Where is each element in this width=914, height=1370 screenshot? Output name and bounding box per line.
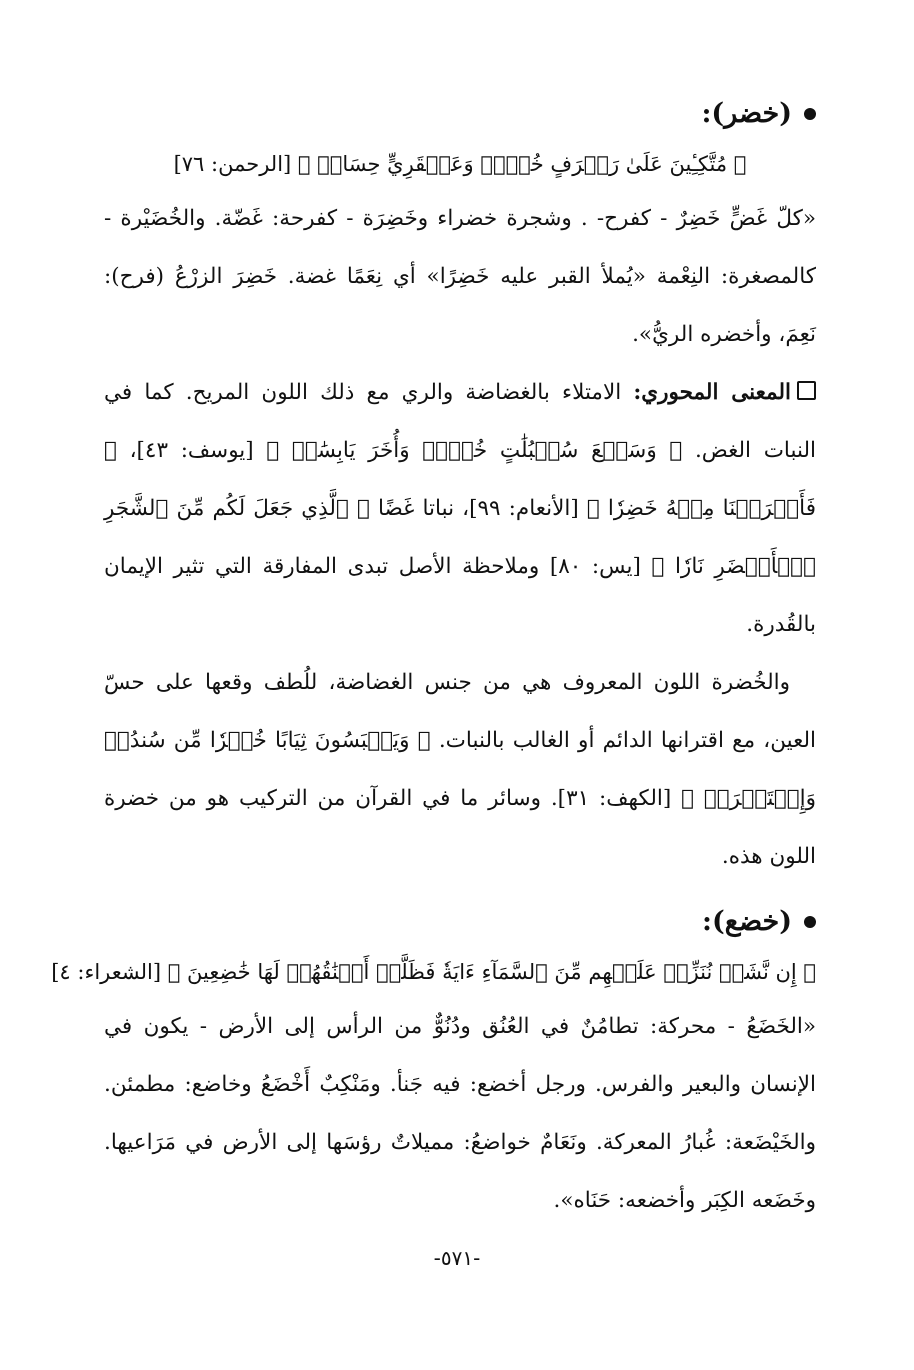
page-body [51,92,816,1230]
square-box-icon [797,381,816,400]
bullet-icon [804,108,816,120]
entry-heading-text: (خضر): [701,98,792,129]
page-number: -٥٧١- [433,1246,481,1270]
entry-khada [51,900,816,1230]
core-meaning-text: الامتلاء بالغضاضة والري مع ذلك اللون المريح. كما في النبات الغض. ﴿ وَسَبۡعَ سُنۢبُلَٰتٍ خُضۡرٖ وَأُخَرَ يَابِسَٰتٖ ﴾ [يوسف: ٤٣]، ﴿ فَأَخۡرَجۡنَا مِنۡهُ خَضِرٗا ﴾ [الأنعام: ٩٩]، نباتا غَضًا ﴿ ٱلَّذِي جَعَلَ لَكُم مِّنَ ٱلشَّجَرِ ٱلۡأَخۡضَرِ نَارٗا ﴾ [يس: ٨٠] وملاحظة الأصل تبدى المفارقة التي تثير الإيمان بالقُدرة. [104,380,816,637]
entry-khadir [104,92,816,886]
quran-verse: ﴿ مُتَّكِـِٔينَ عَلَىٰ رَفۡرَفٍ خُضۡرٖ وَعَبۡقَرِيٍّ حِسَانٖ ﴾ [الرحمن: ٧٦] [173,152,747,176]
bullet-icon [804,916,816,928]
entry-heading [104,900,816,944]
color-meaning-paragraph: والخُضرة اللون المعروف هي من جنس الغضاضة، للُطف وقعها على حسّ العين، مع اقترانها الدائم أو الغالب بالنبات. ﴿ وَيَلۡبَسُونَ ثِيَابًا خُضۡرٗا مِّن سُندُسٖ وَإِسۡتَبۡرَقٖ ﴾ [الكهف: ٣١]. وسائر ما في القرآن من التركيب هو من خضرة اللون هذه. [104,670,816,869]
core-meaning-paragraph [104,364,816,654]
quran-verse: ﴿ إِن نَّشَأۡ نُنَزِّلۡ عَلَيۡهِم مِّنَ ٱلسَّمَآءِ ءَايَةٗ فَظَلَّتۡ أَعۡنَٰقُهُمۡ لَهَا خَٰضِعِينَ ﴾ [الشعراء: ٤] [51,960,816,984]
lexical-definition: «كلّ غَضٍّ خَضِرٌ - كفرح- . وشجرة خضراء وخَضِرَة - كفرحة: غَضّة. والخُضَيْرة - كالمصغرة: النِعْمة «يُملأ القبر عليه خَضِرًا» أي نِعَمًا غضة. خَضِرَ الزرْعُ (فرح): نَعِمَ، وأخضره الريُّ». [104,206,816,347]
core-meaning-label: المعنى المحوري: [633,380,791,405]
entry-heading [104,92,816,136]
entry-heading-text: (خضع): [702,906,792,937]
lexical-definition: «الخَضَعُ - محركة: تطامُنٌ في العُنُق ودُنُوٌّ من الرأس إلى الأرض - يكون في الإنسان والبعير والفرس. ورجل أخضع: فيه جَنأ. ومَنْكِبٌ أَخْضَعُ وخاضع: مطمئن. والخَيْضَعة: غُبارُ المعركة. ونَعَامٌ خواضعُ: مميلاتٌ رؤسَها إلى الأرض في مَرَاعيها. وخَضَعه الكِبَر وأخضعه: حَنَاه». [104,1014,816,1213]
